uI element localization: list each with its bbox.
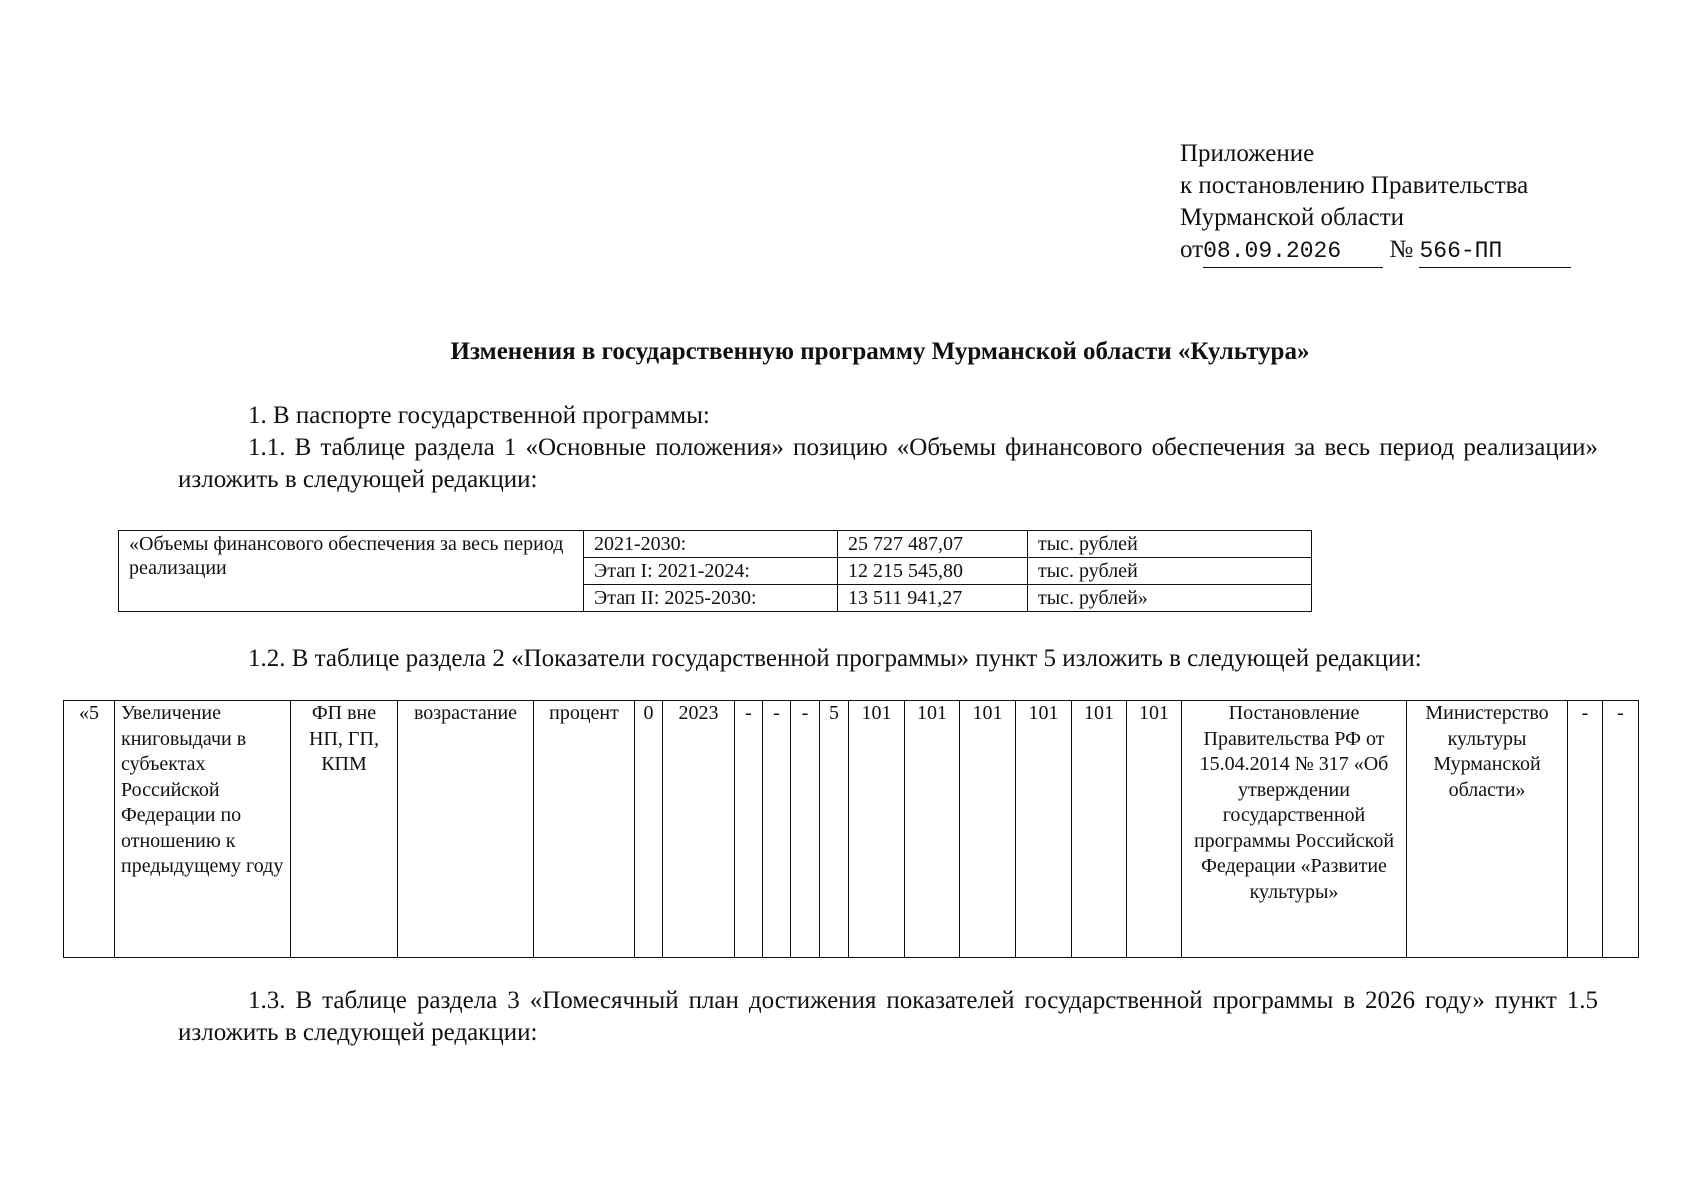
paragraph-1-1-text: 1.1. В таблице раздела 1 «Основные положения» позицию «Объемы финансового обеспечения за весь период реализации» изложить в следующей редакции: — [178, 434, 1598, 493]
approval-stamp — [1180, 138, 1571, 268]
base-value-cell: 0 — [635, 701, 663, 958]
value-cell: 101 — [849, 701, 905, 958]
value-cell: - — [735, 701, 763, 958]
funding-table — [118, 530, 1312, 612]
date-prefix: от — [1180, 236, 1204, 263]
table-row — [64, 701, 1639, 958]
value-cell: - — [1603, 701, 1639, 958]
stamp-line-1: Приложение — [1180, 140, 1315, 167]
funding-label: «Объемы финансового обеспечения за весь период реализации — [119, 531, 584, 612]
value-cell: 101 — [905, 701, 960, 958]
stamp-line-3: Мурманской области — [1180, 204, 1405, 231]
amount-cell: 13 511 941,27 — [838, 585, 1028, 612]
paragraph-1-3 — [178, 985, 1598, 1049]
period-cell: Этап II: 2025-2030: — [584, 585, 838, 612]
unit-cell: тыс. рублей — [1028, 558, 1312, 585]
paragraph-1-2-text: 1.2. В таблице раздела 2 «Показатели государственной программы» пункт 5 изложить в следующей редакции: — [248, 645, 1422, 672]
value-cell: - — [791, 701, 820, 958]
document-number: 566-ПП — [1419, 235, 1571, 268]
number-sign: № — [1389, 236, 1414, 263]
amount-cell: 12 215 545,80 — [838, 558, 1028, 585]
amount-cell: 25 727 487,07 — [838, 531, 1028, 558]
indicators-table — [63, 700, 1639, 958]
document-title: Изменения в государственную программу Мурманской области «Культура» — [450, 338, 1310, 365]
base-year-cell: 2023 — [663, 701, 735, 958]
stamp-date-line — [1180, 234, 1571, 268]
value-cell: 101 — [1016, 701, 1072, 958]
row-number-cell: «5 — [64, 701, 115, 958]
value-cell: - — [1568, 701, 1603, 958]
paragraph-1 — [178, 400, 1598, 432]
trend-cell: возрастание — [398, 701, 534, 958]
document-date: 08.09.2026 — [1203, 235, 1383, 268]
value-cell: - — [763, 701, 791, 958]
responsible-cell: Министерство культуры Мурманской области» — [1407, 701, 1568, 958]
table-row — [119, 531, 1312, 558]
unit-cell: тыс. рублей — [1028, 531, 1312, 558]
value-cell: 5 — [820, 701, 849, 958]
paragraph-1-1 — [178, 432, 1598, 496]
indicator-level-cell: ФП вне НП, ГП, КПМ — [291, 701, 398, 958]
paragraph-1-3-text: 1.3. В таблице раздела 3 «Помесячный план достижения показателей государственной программы в 2026 году» пункт 1.5 изложить в следующей редакции: — [178, 987, 1598, 1046]
unit-cell: процент — [534, 701, 635, 958]
period-cell: 2021-2030: — [584, 531, 838, 558]
unit-cell: тыс. рублей» — [1028, 585, 1312, 612]
document-basis-cell: Постановление Правительства РФ от 15.04.2014 № 317 «Об утверждении государственной программы Российской Федерации «Развитие культуры» — [1182, 701, 1407, 958]
indicator-name-cell: Увеличение книговыдачи в субъектах Российской Федерации по отношению к предыдущему году — [115, 701, 291, 958]
paragraph-1-text: 1. В паспорте государственной программы: — [248, 402, 710, 429]
period-cell: Этап I: 2021-2024: — [584, 558, 838, 585]
stamp-line-2: к постановлению Правительства — [1180, 172, 1529, 199]
paragraph-1-2 — [178, 643, 1598, 675]
value-cell: 101 — [1072, 701, 1127, 958]
value-cell: 101 — [1127, 701, 1182, 958]
value-cell: 101 — [960, 701, 1016, 958]
